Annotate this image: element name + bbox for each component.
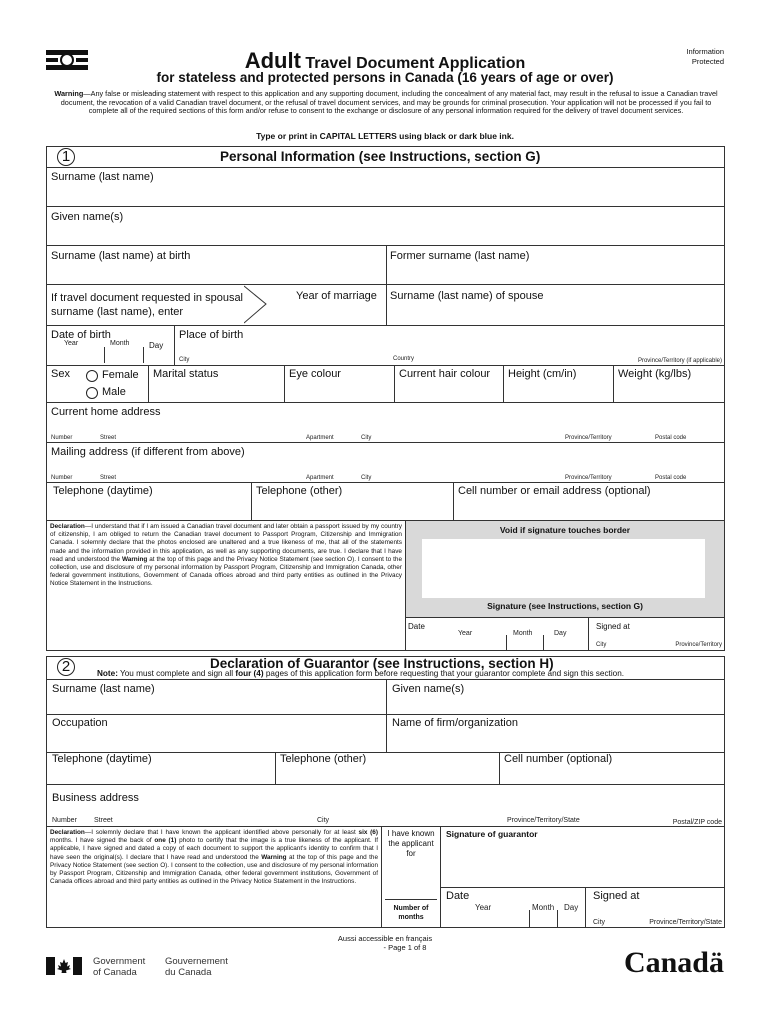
g-declaration-text: Declaration—I solemnly declare that I have known the applicant identified above personally for at least six (6) months. I have signed the back of one (1) photo to certify that the image is a true likeness of the applicant. If applicable, I have signed and dated a copy of each document to support the applicant's identity to confirm that I have seen the original(s). I declare that I have read and understood the Warning at the top of this page and the Privacy Notice Statement (see section O). I consent to the collection, use and disclosure of my personal information by Passport Program, Citizenship and Immigration Canada, other federal government institutions, Government of Canada offices abroad and third party entities as outlined in the Privacy Notice Statement in the Instructions. [50,829,379,886]
sig-city-label: City [596,642,607,648]
home-address-input[interactable] [51,420,721,433]
arrow-icon [244,284,268,325]
section-1-number: 1 [57,148,75,166]
firm-input[interactable] [392,733,720,747]
canada-flag-icon [46,957,82,975]
sig-guarantor-label: Signature of guarantor [446,829,538,839]
sig-signed-at-label: Signed at [596,622,630,631]
spousal-label-2: surname (last name), enter [51,306,184,318]
year-marriage-label: Year of marriage [296,290,377,302]
given-names-input[interactable] [51,226,721,242]
pob-province-label: Province/Territory (if applicable) [637,358,722,364]
female-radio[interactable] [86,370,98,382]
height-label: Height (cm/in) [508,368,577,380]
b-postal-label: Postal/ZIP code [672,819,722,826]
tel-other-input[interactable] [256,501,448,516]
male-radio[interactable] [86,387,98,399]
g-tel-other-label: Telephone (other) [280,753,367,765]
b-number-label: Number [52,817,77,824]
protected-label: Information Protected [686,47,724,66]
former-surname-input[interactable] [390,266,720,282]
mail-number-label: Number [51,475,73,481]
female-label: Female [102,369,139,381]
cell-email-input[interactable] [458,501,720,516]
mail-province-label: Province/Territory [565,475,612,481]
spouse-surname-label: Surname (last name) of spouse [390,290,544,302]
section-2-note: Note: You must complete and sign all four (4) pages of this application form before requesting that your guarantor complete and sign this section. [97,669,625,678]
home-postal-label: Postal code [655,435,687,441]
male-label: Male [102,386,126,398]
former-surname-label: Former surname (last name) [390,250,530,262]
tel-day-input[interactable] [53,501,245,516]
marital-label: Marital status [153,368,219,380]
home-province-label: Province/Territory [565,435,612,441]
g-cell-label: Cell number (optional) [504,753,613,765]
section-2-number: 2 [57,658,75,676]
dob-label: Date of birth [51,329,111,341]
surname-birth-label: Surname (last name) at birth [51,250,191,262]
cell-email-label: Cell number or email address (optional) [458,485,651,497]
section-1-title: Personal Information (see Instructions, section G) [220,149,541,164]
pob-city-label: City [179,357,190,363]
g-year-label: Year [475,903,492,912]
home-street-label: Street [100,435,117,441]
gov-en-text: Government of Canada [93,956,146,978]
french-availability: Aussi accessible en français [337,934,433,943]
g-cell-input[interactable] [504,768,720,782]
g-date-label: Date [446,890,470,902]
signature-label: Signature (see Instructions, section G) [487,601,643,611]
mailing-address-input[interactable] [51,460,721,473]
tel-other-label: Telephone (other) [256,485,343,497]
occupation-label: Occupation [52,717,108,729]
home-city-label: City [361,435,372,441]
ink-instruction: Type or print in CAPITAL LETTERS using black or dark blue ink. [256,131,514,141]
g-given-names-label: Given name(s) [392,683,465,695]
eye-label: Eye colour [289,368,341,380]
spousal-label-1: If travel document requested in spousal [51,292,244,304]
signature-box[interactable] [422,539,705,598]
business-address-input[interactable] [52,805,720,817]
g-tel-other-input[interactable] [280,768,494,782]
g-day-label: Day [564,903,579,912]
warning-label: Warning [54,89,84,98]
surname-input[interactable] [51,187,721,203]
sig-prov-label: Province/Territory [675,642,722,648]
void-text: Void if signature touches border [499,525,631,535]
mailing-address-label: Mailing address (if different from above) [51,446,245,458]
mail-city-label: City [361,475,372,481]
mail-apartment-label: Apartment [306,475,334,481]
hair-label: Current hair colour [399,368,491,380]
canada-wordmark: Canadä [623,946,724,979]
b-street-label: Street [94,817,113,824]
warning-block [48,90,724,116]
pob-input[interactable] [179,343,719,356]
g-prov-label: Province/Territory/State [649,919,722,926]
declaration-label: Declaration [50,523,85,530]
title-main: Adult [244,48,301,73]
dob-day-label: Day [149,341,164,350]
known-for-label: I have known the applicant for [387,829,435,858]
g-tel-day-label: Telephone (daytime) [52,753,152,765]
page-number: - Page 1 of 8 [383,943,427,952]
home-number-label: Number [51,435,73,441]
g-given-names-input[interactable] [392,698,720,712]
surname-label: Surname (last name) [51,171,154,183]
sex-label: Sex [51,368,70,380]
section-2-title: Declaration of Guarantor (see Instructions, section H) [210,656,554,671]
sig-year-label: Year [458,630,473,637]
sig-day-label: Day [554,630,567,637]
b-city-label: City [317,817,330,824]
months-input[interactable] [385,880,437,894]
mail-street-label: Street [100,475,117,481]
gov-fr-text: Gouvernement du Canada [165,956,228,978]
firm-label: Name of firm/organization [392,717,518,729]
page-subtitle: for stateless and protected persons in Canada (16 years of age or over) [156,70,614,85]
business-address-label: Business address [52,792,139,804]
declaration-text: Declaration—I understand that if I am issued a Canadian travel document and later obtain a passport issued by my country of citizenship, I am obliged to return the Canadian travel document to Passport Program, Citizenship and Immigration Canada. I solemnly declare that the photos enclosed are unaltered and a true likeness of me, that all of the statements made and the information provided in this application, as well as any supporting documents, are true. I declare that I have read and understood the Warning at the top of this page and the Privacy Notice Statement (see section O). I consent to the collection, use and disclosure of my personal information by Passport Program, Citizenship and Immigration Canada, other federal government institutions, Government of Canada offices abroad and third party entities as outlined in the Privacy Notice Statement in the Instructions. [50,523,402,588]
sig-date-label: Date [408,622,425,631]
g-surname-input[interactable] [52,698,380,712]
title-rest: Travel Document Application [300,55,526,72]
sig-month-label: Month [513,630,533,637]
pob-label: Place of birth [179,329,244,341]
occupation-input[interactable] [52,733,380,747]
g-declaration-label: Declaration [50,829,85,836]
year-marriage-input[interactable] [296,306,382,322]
g-surname-label: Surname (last name) [52,683,155,695]
home-address-label: Current home address [51,406,161,418]
warning-text: —Any false or misleading statement with respect to this application and any supporting document, including the concealment of any material fact, may result in the refusal to issue a Canadian travel document, the revocation of a valid Canadian travel document, or the refusal of travel document services, and may be grounds for criminal prosecution. Your application will not be processed if you fail to complete all of the required sections of this form and/or refuse to consent to the exchange or disclosure of any personal information required for the delivery of travel document services. [60,89,718,116]
pob-country-label: Country [393,356,415,362]
tel-day-label: Telephone (daytime) [53,485,153,497]
g-city-label: City [593,919,606,926]
spouse-surname-input[interactable] [390,306,720,322]
g-month-label: Month [532,903,555,912]
home-apartment-label: Apartment [306,435,334,441]
b-province-label: Province/Territory/State [507,817,580,824]
guarantor-signature-area[interactable] [441,842,724,886]
g-signed-at-label: Signed at [593,890,640,902]
dob-year-label: Year [64,340,79,347]
weight-label: Weight (kg/lbs) [618,368,692,380]
dob-month-label: Month [110,340,130,347]
given-names-label: Given name(s) [51,211,124,223]
number-months-label: Number of months [393,905,429,921]
g-tel-day-input[interactable] [52,768,270,782]
mail-postal-label: Postal code [655,475,687,481]
surname-birth-input[interactable] [51,266,381,282]
